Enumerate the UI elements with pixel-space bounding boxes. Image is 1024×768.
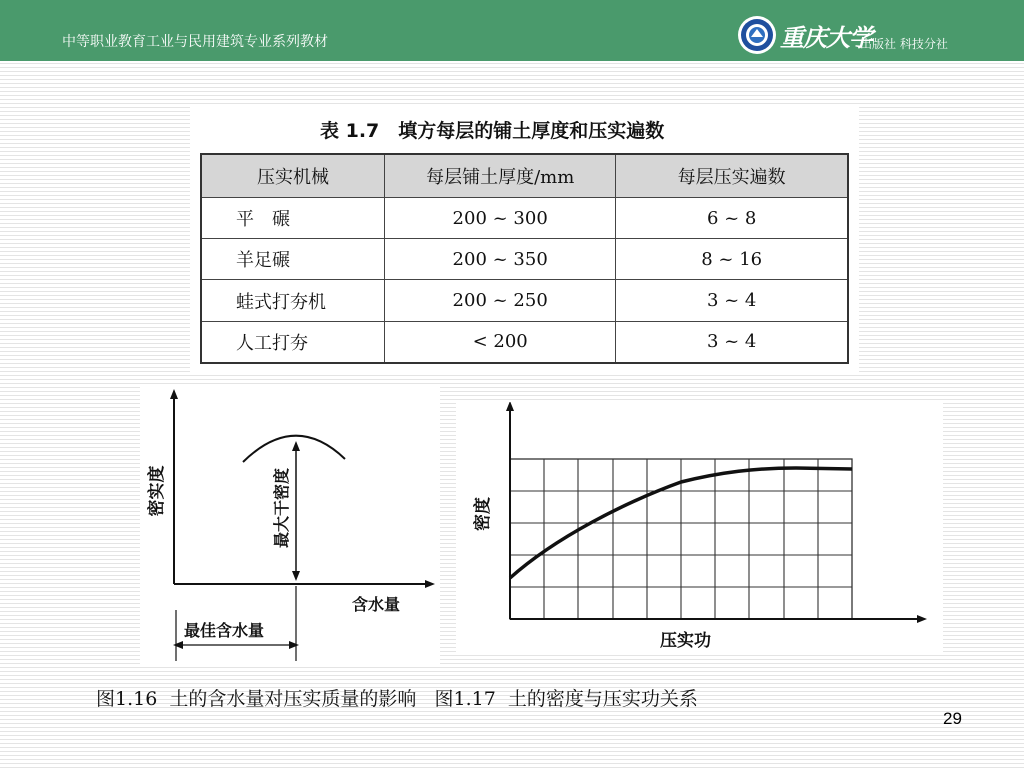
cell-passes: 8 ~ 16 bbox=[616, 239, 848, 280]
cell-passes: 3 ~ 4 bbox=[616, 280, 848, 321]
figure-1-16-panel bbox=[140, 386, 440, 664]
cell-machine: 人工打夯 bbox=[201, 321, 385, 363]
table-row bbox=[201, 198, 848, 239]
header-machine: 压实机械 bbox=[201, 154, 385, 198]
x-axis-label: 含水量 bbox=[352, 595, 401, 614]
cell-machine: 蛙式打夯机 bbox=[201, 280, 385, 321]
density-work-diagram bbox=[456, 402, 943, 654]
publisher-subtitle: 出版社 科技分社 bbox=[860, 37, 948, 51]
university-seal-icon bbox=[737, 15, 777, 55]
series-title: 中等职业教育工业与民用建筑专业系列教材 bbox=[62, 34, 328, 50]
cell-thickness: < 200 bbox=[385, 321, 616, 363]
table-row bbox=[201, 321, 848, 363]
cell-thickness: 200 ~ 300 bbox=[385, 198, 616, 239]
moisture-density-diagram bbox=[140, 386, 440, 664]
cell-thickness: 200 ~ 250 bbox=[385, 280, 616, 321]
cell-machine: 平 碾 bbox=[201, 198, 385, 239]
publisher-logo-name: 重庆大学 bbox=[780, 23, 872, 52]
peak-label: 最大干密度 bbox=[272, 467, 291, 549]
y-axis-label: 密实度 bbox=[147, 465, 167, 517]
header-passes: 每层压实遍数 bbox=[616, 154, 848, 198]
x-axis-label: 压实功 bbox=[660, 631, 711, 651]
table-header-row bbox=[201, 154, 848, 198]
table-row bbox=[201, 239, 848, 280]
table-row bbox=[201, 280, 848, 321]
header-bar bbox=[0, 0, 1024, 61]
cell-passes: 3 ~ 4 bbox=[616, 321, 848, 363]
y-axis-label: 密度 bbox=[473, 497, 493, 531]
cell-passes: 6 ~ 8 bbox=[616, 198, 848, 239]
opt-moisture-label: 最佳含水量 bbox=[184, 621, 265, 640]
figure-1-17-panel bbox=[456, 402, 943, 654]
cell-thickness: 200 ~ 350 bbox=[385, 239, 616, 280]
fill-layer-table bbox=[200, 153, 849, 364]
figure-caption: 图1.16 土的含水量对压实质量的影响 图1.17 土的密度与压实功关系 bbox=[96, 688, 698, 710]
page-number: 29 bbox=[943, 709, 962, 728]
table-title: 表 1.7 填方每层的铺土厚度和压实遍数 bbox=[320, 120, 665, 142]
cell-machine: 羊足碾 bbox=[201, 239, 385, 280]
header-thickness: 每层铺土厚度/mm bbox=[385, 154, 616, 198]
moisture-density-curve bbox=[243, 436, 345, 462]
